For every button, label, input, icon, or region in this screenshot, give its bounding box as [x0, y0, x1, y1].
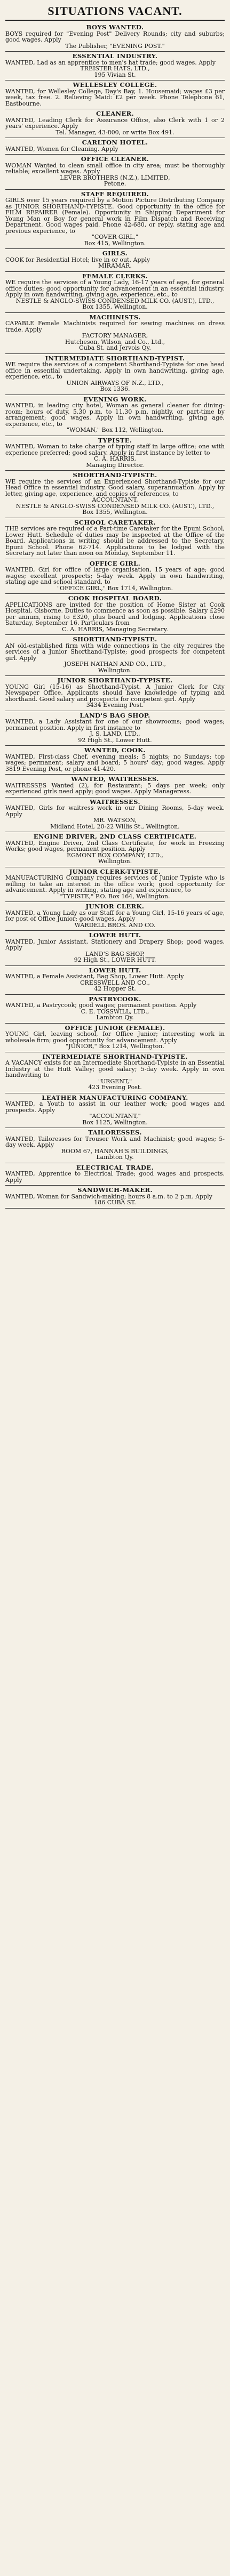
ad-contact-line: ACCOUNTANT,: [92, 496, 138, 503]
ad-heading: OFFICE CLEANER.: [81, 155, 149, 163]
ad-body: WANTED, a Young Lady as our Staff for a Young Girl, 15-16 years of age, for post of Office Junior; good wages. Apply: [5, 909, 225, 922]
ad-heading: LAND'S BAG SHOP.: [80, 711, 150, 719]
ad-contact-line: C. A. HARRIS, Managing Secretary.: [62, 625, 168, 633]
classified-ad: [5, 1186, 225, 1209]
ad-body: THE services are required of a Part-time Caretaker for the Epuni School, Lower Hutt. Schedule of duties may be inspected at the Office of the Board. Applications in writing should be addressed to the Secretary, Epuni School. Phone 62-714. Applications to be lodged with the Secretary not later than noon on Monday, September 11.: [5, 525, 225, 557]
ad-heading: ESSENTIAL INDUSTRY.: [72, 52, 158, 60]
ad-body: WANTED, Lad as an apprentice to men's hat trade; good wages. Apply: [5, 59, 216, 66]
ad-contact-line: Cuba St. and Jervois Qy.: [79, 344, 151, 351]
ad-contact-line: Box 1125, Wellington.: [82, 1118, 148, 1126]
classified-ad: [5, 436, 225, 471]
ad-contact-line: Lambton Qy.: [96, 1014, 134, 1021]
ad-body: WOMAN Wanted to clean small office in city area; must be thoroughly reliable; excellent wages. Apply: [5, 162, 225, 175]
ad-heading: OFFICE GIRL.: [89, 559, 141, 567]
ad-heading: INTERMEDIATE SHORTHAND-TYPIST.: [45, 354, 185, 362]
ad-body: WANTED, in leading city hotel, Woman as general cleaner for dining-room; hours of duty, 5.30 p.m. to 11.30 p.m. nightly, or part-time by arrangement; good wages. Apply in own handwriting, giving age, experience, etc., to: [5, 402, 225, 428]
ad-heading: JUNIOR SHORTHAND-TYPISTE.: [57, 677, 173, 684]
classified-ad: [5, 138, 225, 155]
ad-heading: SHORTHAND-TYPISTE.: [73, 471, 157, 479]
classified-ad: [5, 52, 225, 80]
ad-body: WANTED, Apprentice to Electrical Trade; good wages and prospects. Apply: [5, 1170, 225, 1184]
ad-body: CAPABLE Female Machinists required for sewing machines on dress trade. Apply: [5, 320, 225, 333]
ads-column: [5, 23, 225, 1209]
ad-heading: GIRLS.: [102, 249, 128, 257]
classified-ad: [5, 1163, 225, 1186]
ad-contact-line: Lambton Qy.: [96, 1154, 134, 1161]
ad-body: WANTED, for Wellesley College, Day's Bay, 1. Housemaid; wages £3 per week, tax free. 2. Relieving Maid: £2 per week. Phone Telephone 61, Eastbourne.: [5, 87, 225, 107]
ad-heading: CLEANER.: [96, 110, 134, 117]
ad-contact-line: UNION AIRWAYS OF N.Z., LTD.,: [66, 379, 164, 387]
ad-contact-line: Box 1336.: [100, 385, 130, 392]
ad-body: YOUNG Girl, leaving school, for Office Junior; interesting work in wholesale firm; good opportunity for advancement. Apply: [5, 1031, 225, 1044]
classified-ad: [5, 798, 225, 833]
ad-contact-line: 3434 Evening Post.: [86, 702, 144, 709]
ad-body: WE require the services of a competent Shorthand-Typiste for one head office in essential undertaking. Apply in own handwriting, giving age, experience, etc., to: [5, 361, 225, 380]
ad-heading: WAITRESSES.: [90, 798, 140, 806]
ad-contact-line: NESTLE & ANGLO-SWISS CONDENSED MILK CO. (AUST.), LTD.,: [15, 297, 215, 304]
ad-body: AN old-established firm with wide connections in the city requires the services of a Junior Shorthand-Typiste; good prospects for competent girl. Apply: [5, 642, 225, 662]
ad-contact-line: MIRAMAR.: [98, 262, 132, 269]
ad-body: WANTED, a Youth to assist in our leather work; good wages and prospects. Apply: [5, 1100, 225, 1114]
ad-contact-line: Managing Director.: [86, 461, 144, 469]
classified-ad: [5, 832, 225, 867]
classified-ad: [5, 1093, 225, 1129]
ad-body: WANTED, Engine Driver, 2nd Class Certificate, for work in Freezing Works; good wages, permanent position. Apply: [5, 839, 225, 852]
classified-ad: [5, 775, 225, 798]
ad-contact-line: "ACCOUNTANT,": [89, 1113, 141, 1120]
ad-contact-line: Petone.: [104, 180, 126, 187]
page-title: SITUATIONS VACANT.: [5, 4, 225, 21]
ad-contact-line: ROOM 67, HANNAH'S BUILDINGS,: [61, 1147, 169, 1155]
ad-body: BOYS required for "Evening Post" Delivery Rounds; city and suburbs; good wages. Apply: [5, 30, 225, 43]
classified-ad: [5, 594, 225, 635]
classified-ad: [5, 746, 225, 775]
ad-contact-line: 195 Vivian St.: [94, 71, 136, 78]
classified-ad: [5, 966, 225, 995]
ad-contact-line: 186 CUBA ST.: [94, 1199, 136, 1206]
ad-heading: LOWER HUTT.: [89, 931, 141, 939]
ad-contact-line: EGMONT BOX COMPANY, LTD.,: [67, 851, 163, 859]
ad-body: MANUFACTURING Company requires services of Junior Typiste who is willing to take an interest in the office work; good opportunity for advancement. Apply in writing, stating age and experience, to: [5, 874, 225, 893]
ad-contact-line: WARDELL BROS. AND CO.: [74, 921, 156, 929]
ad-heading: SANDWICH-MAKER.: [77, 1186, 153, 1194]
ad-contact-line: TREISTER HATS, LTD.,: [80, 65, 150, 72]
classified-ad: [5, 1024, 225, 1052]
ad-contact-line: "OFFICE GIRL," Box 1714, Wellington.: [57, 584, 173, 592]
ad-heading: STAFF REQUIRED.: [81, 190, 149, 198]
ad-contact-line: 42 Hopper St.: [94, 985, 136, 992]
ad-body: WANTED, a Lady Assistant for one of our showrooms; good wages; permanent position. Apply in first instance to: [5, 718, 225, 731]
classified-ad: [5, 354, 225, 395]
ad-heading: WELLESLEY COLLEGE.: [73, 81, 157, 88]
ad-body: APPLICATIONS are invited for the position of Home Sister at Cook Hospital, Gisborne. Duties to commence as soon as possible. Salary £290 per annum, rising to £320, plus board and lodging. Applications close Saturday, September 16. Particulars from: [5, 601, 225, 626]
ad-heading: OFFICE JUNIOR (FEMALE).: [65, 1024, 165, 1032]
ad-heading: LOWER HUTT.: [89, 966, 141, 974]
ad-contact-line: The Publisher, "EVENING POST.": [65, 42, 165, 50]
ad-body: WE require the services of an Experienced Shorthand-Typiste for our Head Office in essential industry. Good salary, superannuation. Apply by letter, giving age, experience, and copies of references, to: [5, 478, 225, 497]
ad-heading: COOK HOSPITAL BOARD.: [68, 594, 162, 602]
ad-body: WAITRESSES Wanted (2), for Restaurant; 5 days per week; only experienced girls need apply; good wages. Apply Manageress.: [5, 782, 225, 795]
ad-contact-line: "COVER GIRL,": [91, 234, 139, 240]
ad-contact-line: LAND'S BAG SHOP,: [85, 950, 145, 957]
ad-contact-line: Hutcheson, Wilson, and Co., Ltd.,: [65, 338, 165, 345]
ad-body: WANTED, Leading Clerk for Assurance Office, also Clerk with 1 or 2 years' experience. Apply: [5, 116, 225, 130]
ad-contact-line: "WOMAN," Box 112, Wellington.: [66, 426, 164, 433]
classified-ad: [5, 518, 225, 559]
ad-heading: SCHOOL CARETAKER.: [74, 518, 156, 526]
ad-heading: LEATHER MANUFACTURING COMPANY.: [42, 1093, 188, 1101]
ad-contact-line: "JUNIOR," Box 1214, Wellington.: [66, 1043, 164, 1050]
ad-body: WANTED, a Female Assistant, Bag Shop, Lower Hutt. Apply: [5, 973, 184, 980]
ad-heading: ELECTRICAL TRADE.: [76, 1163, 154, 1171]
ad-heading: WANTED, COOK.: [84, 746, 146, 754]
ad-body: WANTED, Girl for office of large organisation, 15 years of age; good wages; excellent prospects; 5-day week. Apply in own handwriting, stating age and school standard, to: [5, 566, 225, 585]
ad-contact-line: Tel. Manager, 43-800, or write Box 491.: [55, 128, 175, 136]
classified-ad: [5, 931, 225, 966]
ad-body: A VACANCY exists for an Intermediate Shorthand-Typiste in an Essential Industry at the Hutt Valley; good salary; 5-day week. Apply in own handwriting to: [5, 1059, 225, 1078]
ad-contact-line: 92 High St., Lower Hutt.: [78, 736, 152, 744]
ad-contact-line: MR. WATSON,: [93, 817, 137, 824]
ad-contact-line: LEVER BROTHERS (N.Z.), LIMITED,: [60, 174, 170, 181]
ad-contact-line: J. S. LAND, LTD.,: [90, 730, 140, 737]
ad-body: WANTED, Woman to take charge of typing staff in large office; one with experience preferred; good salary. Apply in first instance by letter to: [5, 443, 225, 456]
ad-body: WANTED, Women for Cleaning. Apply: [5, 145, 118, 152]
classified-ad: [5, 559, 225, 594]
ad-body: GIRLS over 15 years required by a Motion Picture Distributing Company as JUNIOR SHORTHAND-TYPISTE. Good opportunity in the office for FILM REPAIRER (Female). Opportunity in Shipping Department for Young Man or Boy for general work in Film Dispatch and Receiving Department. Good wages paid. Phone 42-680, or reply, stating age and previous experience, to: [5, 197, 225, 235]
classified-ad: [5, 1052, 225, 1093]
ad-heading: JUNIOR CLERK.: [85, 903, 145, 910]
ad-body: WANTED, Junior Assistant, Stationery and Drapery Shop; good wages. Apply: [5, 938, 225, 951]
ad-contact-line: Midland Hotel, 20-22 Willis St., Wellington.: [50, 823, 180, 830]
classified-ad: [5, 190, 225, 249]
classified-ad: [5, 155, 225, 190]
ad-contact-line: 423 Evening Post.: [88, 1084, 142, 1091]
ad-body: COOK for Residential Hotel; live in or out. Apply: [5, 256, 150, 263]
ad-heading: INTERMEDIATE SHORTHAND-TYPISTE.: [42, 1052, 188, 1060]
ad-contact-line: NESTLE & ANGLO-SWISS CONDENSED MILK CO. (AUST.), LTD.,: [15, 502, 215, 510]
classified-ad: [5, 471, 225, 518]
classified-ad: [5, 995, 225, 1024]
classified-ad: [5, 711, 225, 746]
ad-heading: EVENING WORK.: [83, 395, 147, 403]
ad-heading: TYPISTE.: [98, 436, 132, 444]
ad-body: WANTED, First-class Chef, evening meals; 5 nights; no Sundays; top wages; permanent; salary and board; 5 hours' day; good wages. Apply 3819 Evening Post, or phone 41-420.: [5, 753, 225, 772]
ad-contact-line: Box 1355, Wellington.: [82, 303, 148, 310]
ad-heading: JUNIOR CLERK-TYPISTE.: [69, 867, 161, 875]
ad-contact-line: C. E. TOSSWILL, LTD.,: [81, 1008, 149, 1015]
ad-body: YOUNG Girl (15-16) as Shorthand-Typist. A Junior Clerk for City Newspaper Office. Applicants should have knowledge of typing and shorthand. Good salary and prospects for competent girl. Apply: [5, 683, 225, 703]
ad-heading: ENGINE DRIVER, 2ND CLASS CERTIFICATE.: [33, 833, 197, 840]
ad-contact-line: Wellington.: [98, 858, 132, 865]
ad-body: WANTED, Woman for Sandwich-making; hours 8 a.m. to 2 p.m. Apply: [5, 1193, 212, 1200]
classified-ad: [5, 80, 225, 109]
ad-contact-line: Box 415, Wellington.: [84, 239, 146, 247]
classified-ad: [5, 395, 225, 436]
ad-contact-line: CRESSWELL AND CO.,: [80, 979, 150, 986]
ad-body: WANTED, Girls for waitress work in our Dining Rooms, 5-day week. Apply: [5, 804, 225, 818]
classified-ad: [5, 249, 225, 272]
ad-contact-line: "TYPISTE," P.O. Box 164, Wellington.: [60, 892, 170, 900]
classified-ad: [5, 109, 225, 138]
ad-heading: BOYS WANTED.: [86, 23, 144, 31]
ad-heading: CARLTON HOTEL.: [82, 139, 148, 146]
ad-heading: MACHINISTS.: [89, 313, 141, 321]
classified-ad: [5, 902, 225, 931]
classified-ad: [5, 313, 225, 354]
ad-heading: FEMALE CLERKS.: [82, 272, 148, 280]
ad-contact-line: "URGENT,": [98, 1077, 132, 1085]
ad-contact-line: Box 1355, Wellington.: [82, 509, 148, 516]
classified-ad: [5, 272, 225, 313]
ad-heading: TAILORESSES.: [88, 1129, 142, 1136]
ad-body: WE require the services of a Young Lady, 16-17 years of age, for general office duties; good opportunity for advancement in an essential industry. Apply in own handwriting, giving age, experience, etc., to: [5, 279, 225, 298]
ad-body: WANTED, Tailoresses for Trouser Work and Machinist; good wages; 5-day week. Apply: [5, 1135, 225, 1148]
classified-ad: [5, 867, 225, 903]
ad-body: WANTED, a Pastrycook; good wages; permanent position. Apply: [5, 1002, 197, 1009]
ad-contact-line: FACTORY MANAGER,: [82, 332, 148, 339]
ad-contact-line: JOSEPH NATHAN AND CO., LTD.,: [64, 661, 166, 667]
ad-heading: WANTED, WAITRESSES.: [71, 775, 159, 783]
classified-ad: [5, 1128, 225, 1163]
classified-ad: [5, 23, 225, 52]
ad-heading: PASTRYCOOK.: [89, 995, 141, 1003]
ad-contact-line: 92 High St., LOWER HUTT.: [74, 956, 156, 963]
classified-ad: [5, 676, 225, 711]
classified-ad: [5, 635, 225, 676]
ad-heading: SHORTHAND-TYPISTE.: [73, 635, 157, 643]
ad-contact-line: C. A. HARRIS,: [93, 455, 137, 462]
ad-contact-line: Wellington.: [98, 666, 132, 674]
